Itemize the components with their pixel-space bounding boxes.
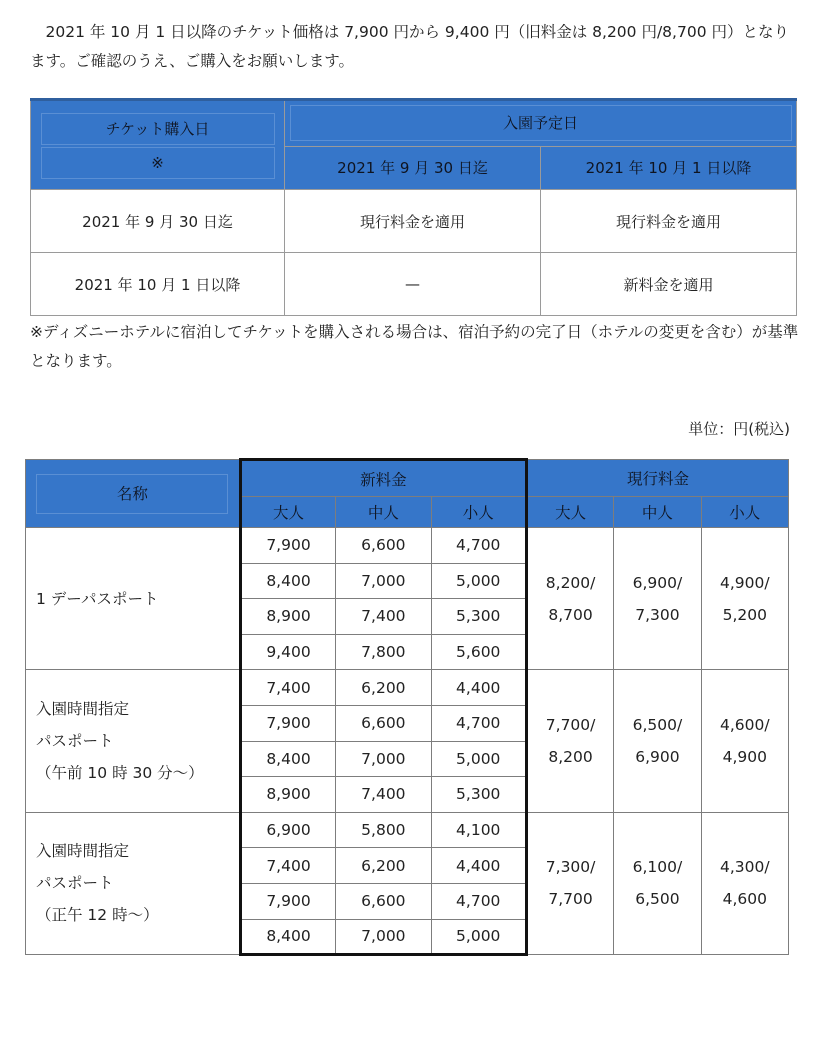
pass-name-line: 入園時間指定 [36,700,130,719]
current-price-junior-cell [614,670,701,812]
table-row [26,670,789,706]
new-price-adult-cell: 7,900 [240,705,335,741]
current-price-line: 4,600 [722,890,767,909]
current-price-line: 7,700/ [545,716,596,735]
table-row [31,190,797,253]
new-price-junior-cell: 6,200 [336,670,431,706]
price-rule-cell: — [285,253,541,316]
new-price-child-cell: 4,400 [431,670,526,706]
new-price-adult-cell: 8,400 [240,563,335,599]
price-rule-cell: 新料金を適用 [541,253,797,316]
current-price-line: 6,900 [635,748,680,767]
current-junior-header: 中人 [614,497,701,528]
visit-date-header-label: 入園予定日 [290,105,792,141]
price-table [25,458,789,956]
new-price-adult-cell: 9,400 [240,634,335,670]
new-price-child-cell: 5,000 [431,741,526,777]
new-price-child-cell: 5,300 [431,599,526,635]
purchase-date-cell: 2021 年 10 月 1 日以降 [31,253,285,316]
new-price-header: 新料金 [240,460,526,497]
pass-name-cell [26,528,241,670]
table-row [26,528,789,564]
purchase-date-header [31,100,285,190]
new-price-child-cell: 5,300 [431,777,526,813]
price-rule-cell: 現行料金を適用 [285,190,541,253]
new-child-header: 小人 [431,497,526,528]
visit-before-header: 2021 年 9 月 30 日迄 [285,146,541,189]
purchase-date-cell: 2021 年 9 月 30 日迄 [31,190,285,253]
new-price-junior-cell: 6,200 [336,848,431,884]
hotel-note: ※ディズニーホテルに宿泊してチケットを購入される場合は、宿泊予約の完了日（ホテルの変更を含む）が基準となります。 [30,323,799,370]
new-price-junior-cell: 7,000 [336,563,431,599]
new-price-junior-cell: 6,600 [336,705,431,741]
current-price-adult-cell [526,528,613,670]
table-row [31,253,797,316]
unit-label: 単位：円(税込) [688,420,790,438]
new-price-adult-cell: 8,900 [240,777,335,813]
name-header-label: 名称 [36,474,228,514]
current-price-line: 6,100/ [632,858,683,877]
pass-name-line: 入園時間指定 [36,842,130,861]
new-price-child-cell: 4,400 [431,848,526,884]
table-row [26,812,789,848]
current-price-junior-cell [614,812,701,954]
current-price-header: 現行料金 [526,460,788,497]
new-junior-header: 中人 [336,497,431,528]
current-price-child-cell [701,812,788,954]
name-header [26,460,241,528]
pass-name-cell [26,670,241,812]
current-price-line: 7,700 [548,890,593,909]
current-price-adult-cell [526,812,613,954]
pass-name-line: （午前 10 時 30 分～） [36,764,204,783]
pass-name-line: パスポート [36,732,114,751]
intro-text: 2021 年 10 月 1 日以降のチケット価格は 7,900 円から 9,400 円（旧料金は 8,200 円/8,700 円）となります。ご確認のうえ、ご購入をお願いします。 [30,23,789,70]
purchase-date-header-note-mark: ※ [41,147,275,179]
current-price-line: 6,900/ [632,573,683,592]
visit-after-header: 2021 年 10 月 1 日以降 [541,146,797,189]
new-price-child-cell: 5,000 [431,563,526,599]
new-price-junior-cell: 7,400 [336,599,431,635]
new-price-adult-cell: 6,900 [240,812,335,848]
current-price-line: 8,200/ [545,573,596,592]
new-adult-header: 大人 [240,497,335,528]
current-price-line: 8,200 [548,748,593,767]
new-price-junior-cell: 5,800 [336,812,431,848]
current-price-line: 6,500 [635,890,680,909]
new-price-child-cell: 4,700 [431,883,526,919]
current-price-junior-cell [614,528,701,670]
pass-name-line: 1 デーパスポート [36,589,159,608]
purchase-date-header-label: チケット購入日 [41,113,275,145]
new-price-adult-cell: 8,400 [240,919,335,955]
pass-name-line: （正午 12 時～） [36,906,159,925]
new-price-adult-cell: 7,900 [240,883,335,919]
current-price-line: 8,700 [548,605,593,624]
new-price-adult-cell: 7,900 [240,528,335,564]
current-price-line: 4,600/ [719,716,770,735]
new-price-junior-cell: 7,000 [336,919,431,955]
current-price-line: 7,300 [635,605,680,624]
visit-date-header [285,100,797,147]
new-price-junior-cell: 7,000 [336,741,431,777]
new-price-child-cell: 5,000 [431,919,526,955]
pass-name-line: パスポート [36,874,114,893]
current-price-line: 7,300/ [545,858,596,877]
new-price-junior-cell: 6,600 [336,528,431,564]
new-price-junior-cell: 7,400 [336,777,431,813]
new-price-adult-cell: 8,400 [240,741,335,777]
current-price-child-cell [701,528,788,670]
current-price-line: 4,900 [722,748,767,767]
current-adult-header: 大人 [526,497,613,528]
new-price-adult-cell: 7,400 [240,848,335,884]
current-price-child-cell [701,670,788,812]
ticket-date-table [30,98,797,316]
new-price-adult-cell: 8,900 [240,599,335,635]
new-price-child-cell: 5,600 [431,634,526,670]
new-price-junior-cell: 7,800 [336,634,431,670]
new-price-child-cell: 4,700 [431,705,526,741]
new-price-adult-cell: 7,400 [240,670,335,706]
current-price-line: 4,300/ [719,858,770,877]
current-price-line: 5,200 [722,605,767,624]
new-price-child-cell: 4,700 [431,528,526,564]
current-child-header: 小人 [701,497,788,528]
new-price-junior-cell: 6,600 [336,883,431,919]
price-rule-cell: 現行料金を適用 [541,190,797,253]
current-price-line: 4,900/ [719,573,770,592]
new-price-child-cell: 4,100 [431,812,526,848]
current-price-adult-cell [526,670,613,812]
pass-name-cell [26,812,241,954]
current-price-line: 6,500/ [632,716,683,735]
